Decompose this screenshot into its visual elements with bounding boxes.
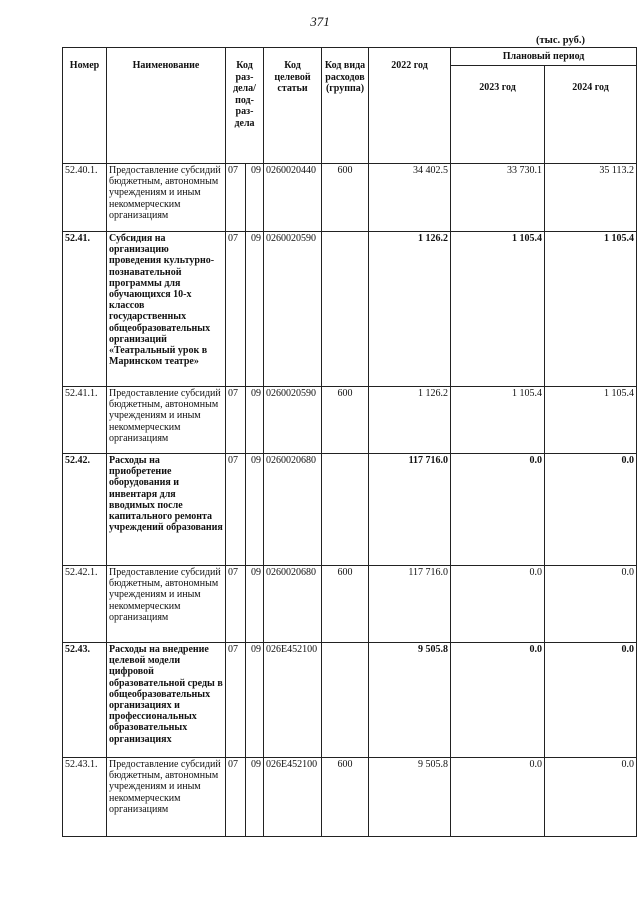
header-year-2024: 2024 год bbox=[545, 66, 637, 164]
cell-subsection: 09 bbox=[246, 566, 264, 643]
cell-target: 0260020590 bbox=[264, 232, 322, 387]
cell-2022: 9 505.8 bbox=[369, 643, 451, 758]
cell-2023: 1 105.4 bbox=[451, 387, 545, 454]
cell-2023: 0.0 bbox=[451, 758, 545, 837]
cell-2022: 34 402.5 bbox=[369, 164, 451, 232]
cell-subsection: 09 bbox=[246, 454, 264, 566]
cell-name: Субсидия на организацию проведения культурно-познавательной программы для обучающихся 10-х классов государственных общеобразовательных организаций «Театральный урок в Маринском театре» bbox=[107, 232, 226, 387]
cell-section: 07 bbox=[226, 643, 246, 758]
cell-subsection: 09 bbox=[246, 164, 264, 232]
cell-2024: 35 113.2 bbox=[545, 164, 637, 232]
header-number: Номер bbox=[63, 48, 107, 164]
cell-subsection: 09 bbox=[246, 758, 264, 837]
cell-2023: 1 105.4 bbox=[451, 232, 545, 387]
table-row bbox=[63, 758, 637, 837]
table-row bbox=[63, 232, 637, 387]
cell-section: 07 bbox=[226, 566, 246, 643]
cell-section: 07 bbox=[226, 758, 246, 837]
cell-2023: 0.0 bbox=[451, 643, 545, 758]
cell-target: 026E452100 bbox=[264, 643, 322, 758]
cell-section: 07 bbox=[226, 164, 246, 232]
table-row bbox=[63, 164, 637, 232]
page-number: 371 bbox=[310, 14, 330, 29]
cell-2024: 0.0 bbox=[545, 566, 637, 643]
cell-number: 52.43.1. bbox=[63, 758, 107, 837]
cell-2022: 117 716.0 bbox=[369, 454, 451, 566]
cell-subsection: 09 bbox=[246, 643, 264, 758]
header-target: Код целевой статьи bbox=[264, 48, 322, 164]
cell-name: Предоставление субсидий бюджетным, автономным учреждениям и иным некоммерческим организациям bbox=[107, 164, 226, 232]
cell-name: Расходы на приобретение оборудования и инвентаря для вводимых после капитального ремонта учреждений образования bbox=[107, 454, 226, 566]
cell-2022: 9 505.8 bbox=[369, 758, 451, 837]
cell-2022: 1 126.2 bbox=[369, 232, 451, 387]
cell-target: 0260020440 bbox=[264, 164, 322, 232]
cell-2024: 1 105.4 bbox=[545, 387, 637, 454]
cell-expense-type: 600 bbox=[322, 164, 369, 232]
cell-name: Предоставление субсидий бюджетным, автономным учреждениям и иным некоммерческим организациям bbox=[107, 758, 226, 837]
cell-number: 52.43. bbox=[63, 643, 107, 758]
cell-2023: 0.0 bbox=[451, 454, 545, 566]
table-row bbox=[63, 387, 637, 454]
cell-number: 52.41. bbox=[63, 232, 107, 387]
cell-2024: 0.0 bbox=[545, 643, 637, 758]
header-year-2023: 2023 год bbox=[451, 66, 545, 164]
cell-target: 0260020590 bbox=[264, 387, 322, 454]
cell-2024: 1 105.4 bbox=[545, 232, 637, 387]
cell-2024: 0.0 bbox=[545, 454, 637, 566]
cell-section: 07 bbox=[226, 232, 246, 387]
cell-number: 52.42. bbox=[63, 454, 107, 566]
table-row bbox=[63, 454, 637, 566]
cell-2023: 0.0 bbox=[451, 566, 545, 643]
header-section: Код раз-дела/ под-раз-дела bbox=[226, 48, 264, 164]
cell-number: 52.41.1. bbox=[63, 387, 107, 454]
table-body bbox=[63, 164, 637, 837]
cell-2022: 1 126.2 bbox=[369, 387, 451, 454]
cell-target: 0260020680 bbox=[264, 566, 322, 643]
cell-name: Предоставление субсидий бюджетным, автономным учреждениям и иным некоммерческим организациям bbox=[107, 387, 226, 454]
cell-expense-type bbox=[322, 454, 369, 566]
cell-section: 07 bbox=[226, 454, 246, 566]
cell-name: Предоставление субсидий бюджетным, автономным учреждениям и иным некоммерческим организациям bbox=[107, 566, 226, 643]
header-planning-period: Плановый период bbox=[451, 48, 637, 66]
cell-expense-type: 600 bbox=[322, 387, 369, 454]
cell-target: 0260020680 bbox=[264, 454, 322, 566]
units-note: (тыс. руб.) bbox=[536, 35, 585, 46]
cell-subsection: 09 bbox=[246, 232, 264, 387]
table-header-row-1 bbox=[63, 48, 637, 66]
cell-name: Расходы на внедрение целевой модели цифровой образовательной среды в общеобразовательных организациях и профессиональных образовательных организациях bbox=[107, 643, 226, 758]
cell-expense-type: 600 bbox=[322, 758, 369, 837]
header-year-2022: 2022 год bbox=[369, 48, 451, 164]
cell-subsection: 09 bbox=[246, 387, 264, 454]
cell-2024: 0.0 bbox=[545, 758, 637, 837]
budget-table bbox=[62, 47, 637, 837]
cell-2023: 33 730.1 bbox=[451, 164, 545, 232]
cell-expense-type bbox=[322, 643, 369, 758]
cell-expense-type bbox=[322, 232, 369, 387]
cell-2022: 117 716.0 bbox=[369, 566, 451, 643]
cell-section: 07 bbox=[226, 387, 246, 454]
header-expense-type: Код вида расходов (группа) bbox=[322, 48, 369, 164]
cell-number: 52.40.1. bbox=[63, 164, 107, 232]
cell-target: 026E452100 bbox=[264, 758, 322, 837]
table-row bbox=[63, 566, 637, 643]
cell-expense-type: 600 bbox=[322, 566, 369, 643]
header-name: Наименование bbox=[107, 48, 226, 164]
table-row bbox=[63, 643, 637, 758]
cell-number: 52.42.1. bbox=[63, 566, 107, 643]
